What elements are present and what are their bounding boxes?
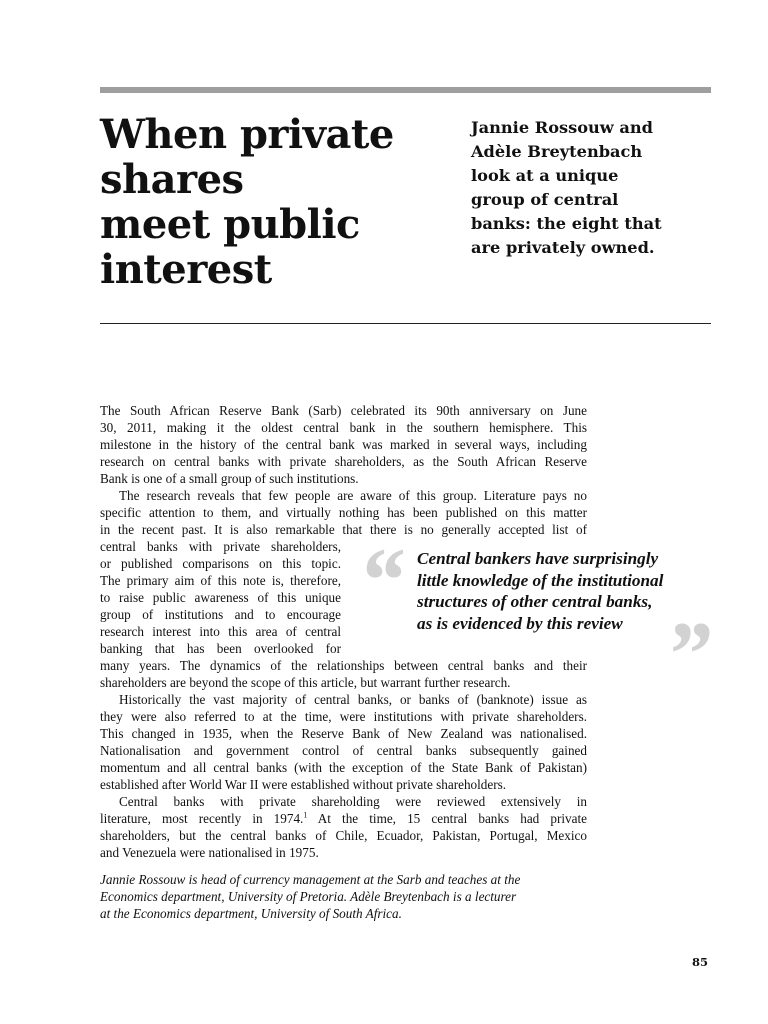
body-line: Historically the vast majority of central banks, or banks of (banknote) issue as xyxy=(119,692,587,707)
body-line: specific attention to them, and virtually nothing has been published on this matter xyxy=(100,505,587,520)
author-bio xyxy=(100,871,600,922)
body-line: milestone in the history of the central bank was marked in several ways, including xyxy=(100,437,587,452)
pull-quote-line: structures of other central banks, xyxy=(417,592,653,611)
standfirst-line: are privately owned. xyxy=(471,238,655,257)
standfirst-line: Adèle Breytenbach xyxy=(471,142,643,161)
pull-quote-line: as is evidenced by this review xyxy=(417,613,623,633)
body-line: research on central banks with private shareholders, as the South African Reserve xyxy=(100,454,587,469)
footnote-reference: 1 xyxy=(303,810,308,820)
body-line: Bank is one of a small group of such institutions. xyxy=(100,471,359,486)
body-line: shareholders are beyond the scope of this article, but warrant further research. xyxy=(100,675,511,690)
standfirst-line: Jannie Rossouw and xyxy=(471,118,653,137)
body-line: central banks with private shareholders, xyxy=(100,539,341,554)
pull-quote-line: little knowledge of the institutional xyxy=(417,570,664,590)
body-line: The primary aim of this note is, therefore, xyxy=(100,573,341,588)
body-line: This changed in 1935, when the Reserve Bank of New Zealand was nationalised. xyxy=(100,726,587,741)
body-line: to raise public awareness of this unique xyxy=(100,590,341,605)
body-line xyxy=(100,810,587,827)
body-text-segment: At the time, 15 central banks had private xyxy=(307,811,587,826)
body-line: The research reveals that few people are aware of this group. Literature pays no xyxy=(119,488,587,503)
body-line: established after World War II were established without private shareholders. xyxy=(100,777,507,792)
open-quote-mark: “ xyxy=(358,529,404,631)
body-line: banking that has been overlooked for xyxy=(100,641,341,656)
body-line: Central banks with private shareholding were reviewed extensively in xyxy=(119,794,587,809)
bio-line: Economics department, University of Pretoria. Adèle Breytenbach is a lecturer xyxy=(100,889,517,904)
body-line: they were also referred to at the time, were institutions with private shareholders. xyxy=(100,709,587,724)
body-line: shareholders, but the central banks of Chile, Ecuador, Pakistan, Portugal, Mexico xyxy=(100,828,587,843)
title-line: interest xyxy=(100,246,272,293)
body-text-segment: literature, most recently in 1974. xyxy=(100,811,304,826)
body-paragraph xyxy=(100,793,587,861)
bio-line: Jannie Rossouw is head of currency management at the Sarb and teaches at the xyxy=(100,872,521,887)
header-divider xyxy=(100,323,711,324)
pull-quote-line: Central bankers have surprisingly xyxy=(417,549,659,568)
page-number: 85 xyxy=(692,955,709,969)
body-line: The South African Reserve Bank (Sarb) celebrated its 90th anniversary on June xyxy=(100,403,587,418)
body-line: or published comparisons on this topic. xyxy=(100,556,341,571)
body-line: and Venezuela were nationalised in 1975. xyxy=(100,845,319,860)
body-paragraph xyxy=(100,691,587,793)
body-line: 30, 2011, making it the oldest central bank in the southern hemisphere. This xyxy=(100,420,587,435)
title-line: shares xyxy=(100,156,244,203)
title-line: meet public xyxy=(100,201,360,248)
standfirst-line: group of central xyxy=(471,190,619,209)
title-line: When private xyxy=(100,111,394,158)
standfirst-line: banks: the eight that xyxy=(471,214,662,233)
body-line: research interest into this area of central xyxy=(100,624,341,639)
top-rule xyxy=(100,87,711,93)
standfirst xyxy=(471,116,716,260)
body-line: in the recent past. It is also remarkable that there is no generally accepted list of xyxy=(100,522,587,537)
article-title xyxy=(100,112,450,292)
body-paragraph xyxy=(100,402,587,487)
body-line: group of institutions and to encourage xyxy=(100,607,341,622)
bio-line: at the Economics department, University of South Africa. xyxy=(100,906,402,921)
standfirst-line: look at a unique xyxy=(471,166,619,185)
close-quote-mark: ” xyxy=(665,603,711,705)
body-line: many years. The dynamics of the relationships between central banks and their xyxy=(100,658,587,673)
body-line: momentum and all central banks (with the exception of the State Bank of Pakistan) xyxy=(100,760,587,775)
body-line: Nationalisation and government control of central banks subsequently gained xyxy=(100,743,587,758)
